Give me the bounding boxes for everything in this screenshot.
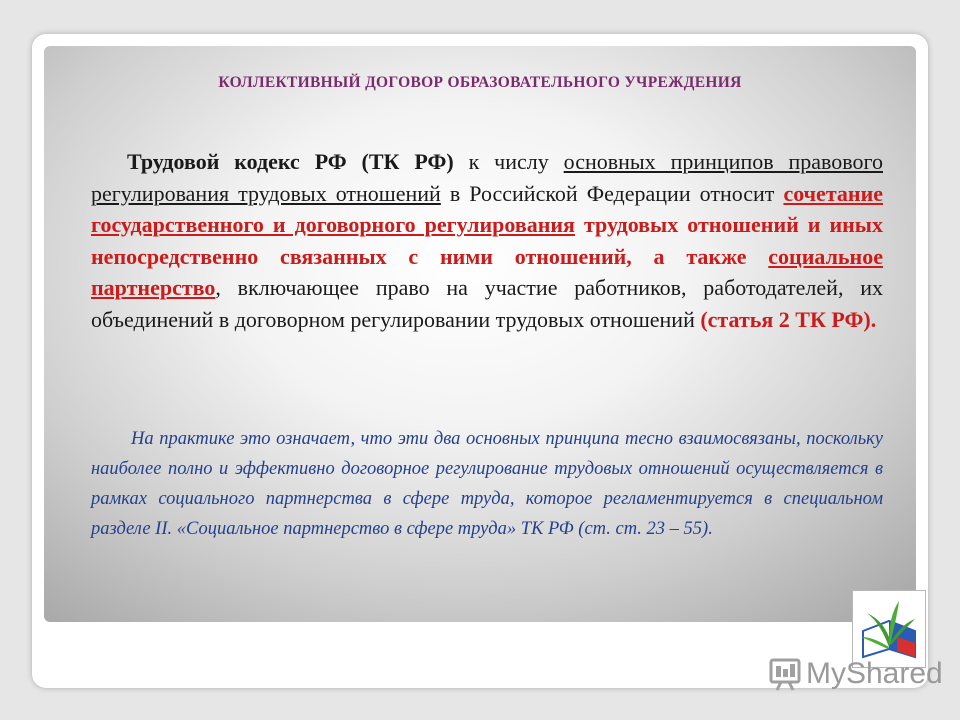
social-partnership-phrase: социальное партнерство	[91, 243, 883, 300]
text-run: , включающее право на участие работников, работодателей, их объединений в договорном регулировании трудовых отношений	[91, 275, 883, 332]
principles-phrase: основных принципов правового регулирования трудовых отношений	[91, 149, 883, 206]
combination-phrase: сочетание государственного и договорного регулирования	[91, 180, 884, 237]
code-name: Трудовой кодекс РФ (ТК РФ)	[127, 149, 454, 174]
text-run: к числу	[453, 149, 564, 174]
article-reference: (статья 2 ТК РФ).	[700, 306, 877, 332]
relations-phrase: трудовых отношений и иных непосредственно связанных с ними отношений, а также	[91, 212, 883, 269]
watermark-text: MyShared	[806, 657, 943, 690]
myshared-watermark	[768, 654, 943, 694]
presentation-board-icon	[768, 657, 802, 691]
main-paragraph	[91, 146, 883, 335]
slide-title: КОЛЛЕКТИВНЫЙ ДОГОВОР ОБРАЗОВАТЕЛЬНОГО УЧРЕЖДЕНИЯ	[218, 74, 742, 91]
text-run: в Российской Федерации относит	[440, 180, 784, 206]
practice-paragraph: На практике это означает, что эти два основных принципа тесно взаимосвязаны, поскольку наиболее полно и эффективно договорное регулирование трудовых отношений осуществляется в рамках социального партнерства в сфере труда, которое регламентируется в специальном разделе II. «Социальное партнерство в сфере труда» ТК РФ (ст. ст. 23 – 55).	[91, 429, 883, 539]
